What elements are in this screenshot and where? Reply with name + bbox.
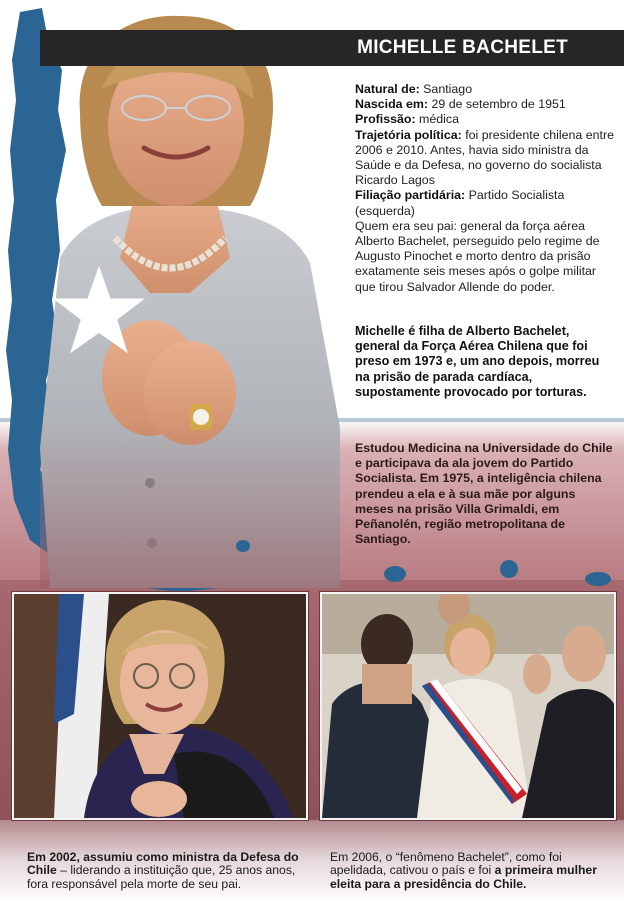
info-label: Profissão: [355, 112, 416, 127]
photo-defense-minister [12, 592, 308, 820]
paint-splat [585, 572, 611, 586]
star-icon [50, 262, 148, 358]
caption-right-lead: Em 2006, o “fenômeno Bachelet”, como foi apelidada, cativou o país e foi [330, 850, 562, 878]
middle-paragraph: Estudou Medicina na Universidade do Chile e participava da ala jovem do Partido Socialista. Em 1975, a inteligência chilena prendeu a ela e à sua mãe por alguns meses na prisão Villa Grimaldi, em Peñanolén, região metropolitana de Santiago. [355, 441, 613, 547]
info-label: Trajetória política: [355, 127, 462, 142]
info-value: 29 de setembro de 1951 [431, 97, 566, 112]
caption-left-rest: – liderando a instituição que, 25 anos anos, fora responsável pela morte de seu pai. [27, 863, 296, 891]
info-value: médica [419, 112, 459, 127]
paint-splat [236, 540, 250, 552]
info-label: Filiação partidária: [355, 188, 466, 203]
info-row [355, 188, 617, 218]
father-text: Quem era seu pai: general da força aérea Alberto Bachelet, perseguido pelo regime de Augusto Pinochet e morto dentro da prisão exatamente seis meses após o golpe militar que tirou Salvador Allende do poder. [355, 218, 600, 294]
photo-presidential-sash [320, 592, 616, 820]
info-block [355, 82, 617, 295]
info-row [355, 128, 617, 189]
paint-splat [384, 566, 406, 582]
caption-left [27, 851, 302, 891]
caption-left-bold: Em 2002, assumiu como ministra da Defesa do Chile [27, 850, 299, 878]
caption-right-bold: a primeira mulher eleita para a presidência do Chile. [330, 863, 597, 891]
info-label: Natural de: [355, 82, 420, 96]
info-row [355, 97, 617, 112]
info-row [355, 112, 617, 127]
photo-presidential-sash-image [322, 594, 614, 818]
page-title: MICHELLE BACHELET [357, 37, 568, 58]
info-label: Nascida em: [355, 97, 429, 112]
info-value: foi presidente chilena entre 2006 e 2010. Antes, havia sido ministra da Saúde e da Defesa, no governo do socialista Ricardo Lagos [355, 127, 614, 188]
bold-paragraph: Michelle é filha de Alberto Bachelet, general da Força Aérea Chilena que foi preso em 1973 e, um ano depois, morreu na prisão de parada cardíaca, supostamente provocado por torturas. [355, 324, 600, 399]
info-row [355, 82, 617, 97]
paint-splat [500, 560, 518, 578]
caption-right [330, 851, 615, 891]
info-value: Santiago [423, 82, 473, 96]
info-value: Partido Socialista (esquerda) [355, 188, 565, 218]
photo-defense-minister-image [14, 594, 306, 818]
